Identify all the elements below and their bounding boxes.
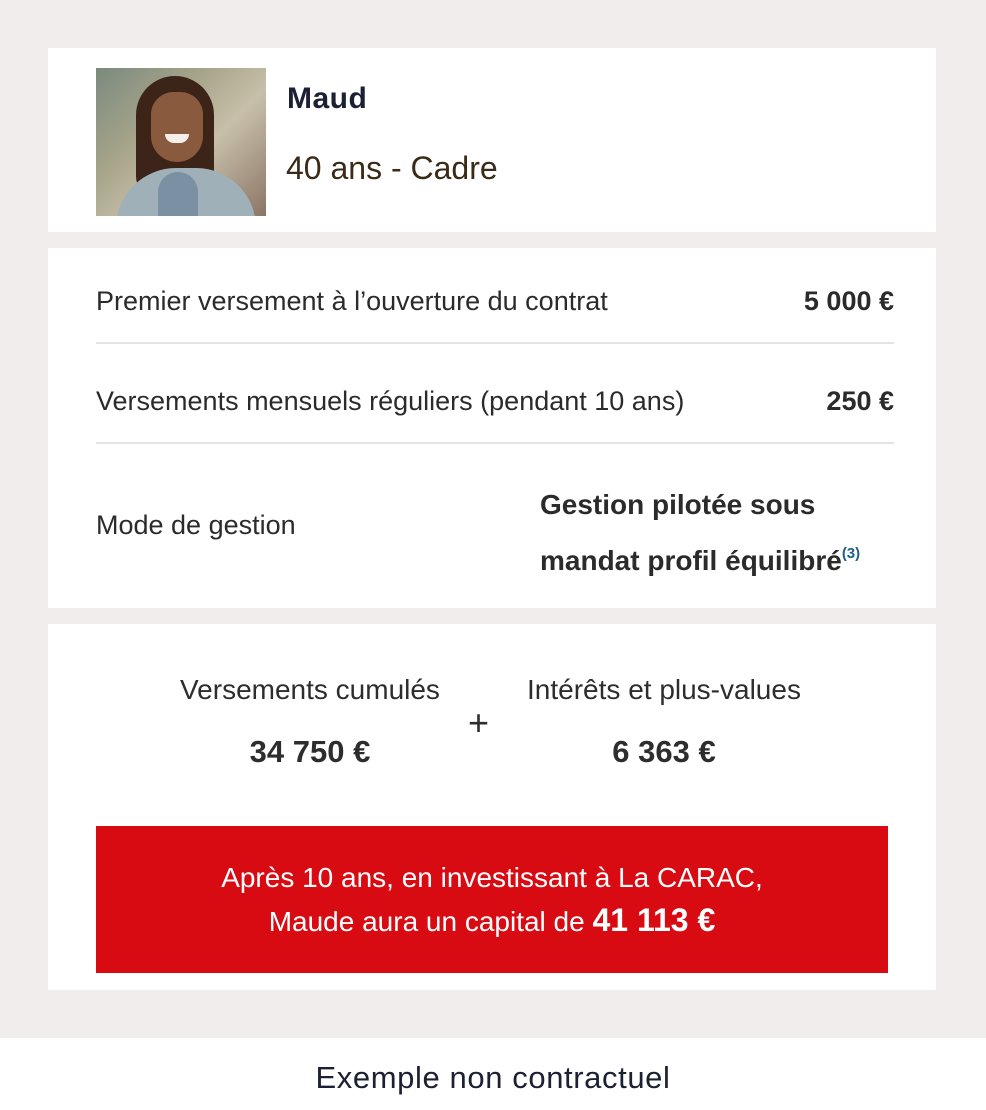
detail-label: Versements mensuels réguliers (pendant 10 ans) — [96, 386, 685, 416]
detail-row — [96, 444, 894, 604]
summary-card — [48, 624, 936, 990]
detail-value: 250 € — [826, 386, 894, 416]
cumulative-payments — [140, 674, 480, 770]
profile-card — [48, 48, 936, 232]
footnote-link[interactable]: (3) — [841, 545, 861, 562]
avatar — [96, 68, 266, 216]
cumulative-payments-amount: 34 750 € — [249, 734, 371, 769]
result-banner — [96, 826, 888, 973]
profile-subtitle: 40 ans - Cadre — [286, 150, 498, 186]
result-text-line1: Après 10 ans, en investissant à La CARAC, — [221, 862, 763, 893]
plus-sign: + — [468, 702, 490, 743]
interest-gains — [494, 674, 834, 770]
interest-gains-amount: 6 363 € — [612, 734, 716, 769]
management-mode-value: Gestion pilotée sous mandat profil équilibré$^{(3)}$ — [540, 489, 861, 576]
result-text-line2: Maude aura un capital de 41 113 € — [268, 902, 716, 938]
final-capital-amount: 41 113 € — [592, 902, 716, 938]
detail-row — [96, 248, 894, 344]
profile-name: Maud — [287, 82, 368, 115]
detail-label: Premier versement à l’ouverture du contrat — [96, 286, 608, 316]
detail-row — [96, 344, 894, 444]
detail-value: 5 000 € — [803, 286, 894, 316]
disclaimer-note: Exemple non contractuel — [315, 1060, 671, 1095]
detail-label: Mode de gestion — [96, 510, 296, 540]
interest-gains-label: Intérêts et plus-values — [527, 674, 801, 705]
cumulative-payments-label: Versements cumulés — [180, 674, 440, 705]
details-card — [48, 248, 936, 608]
